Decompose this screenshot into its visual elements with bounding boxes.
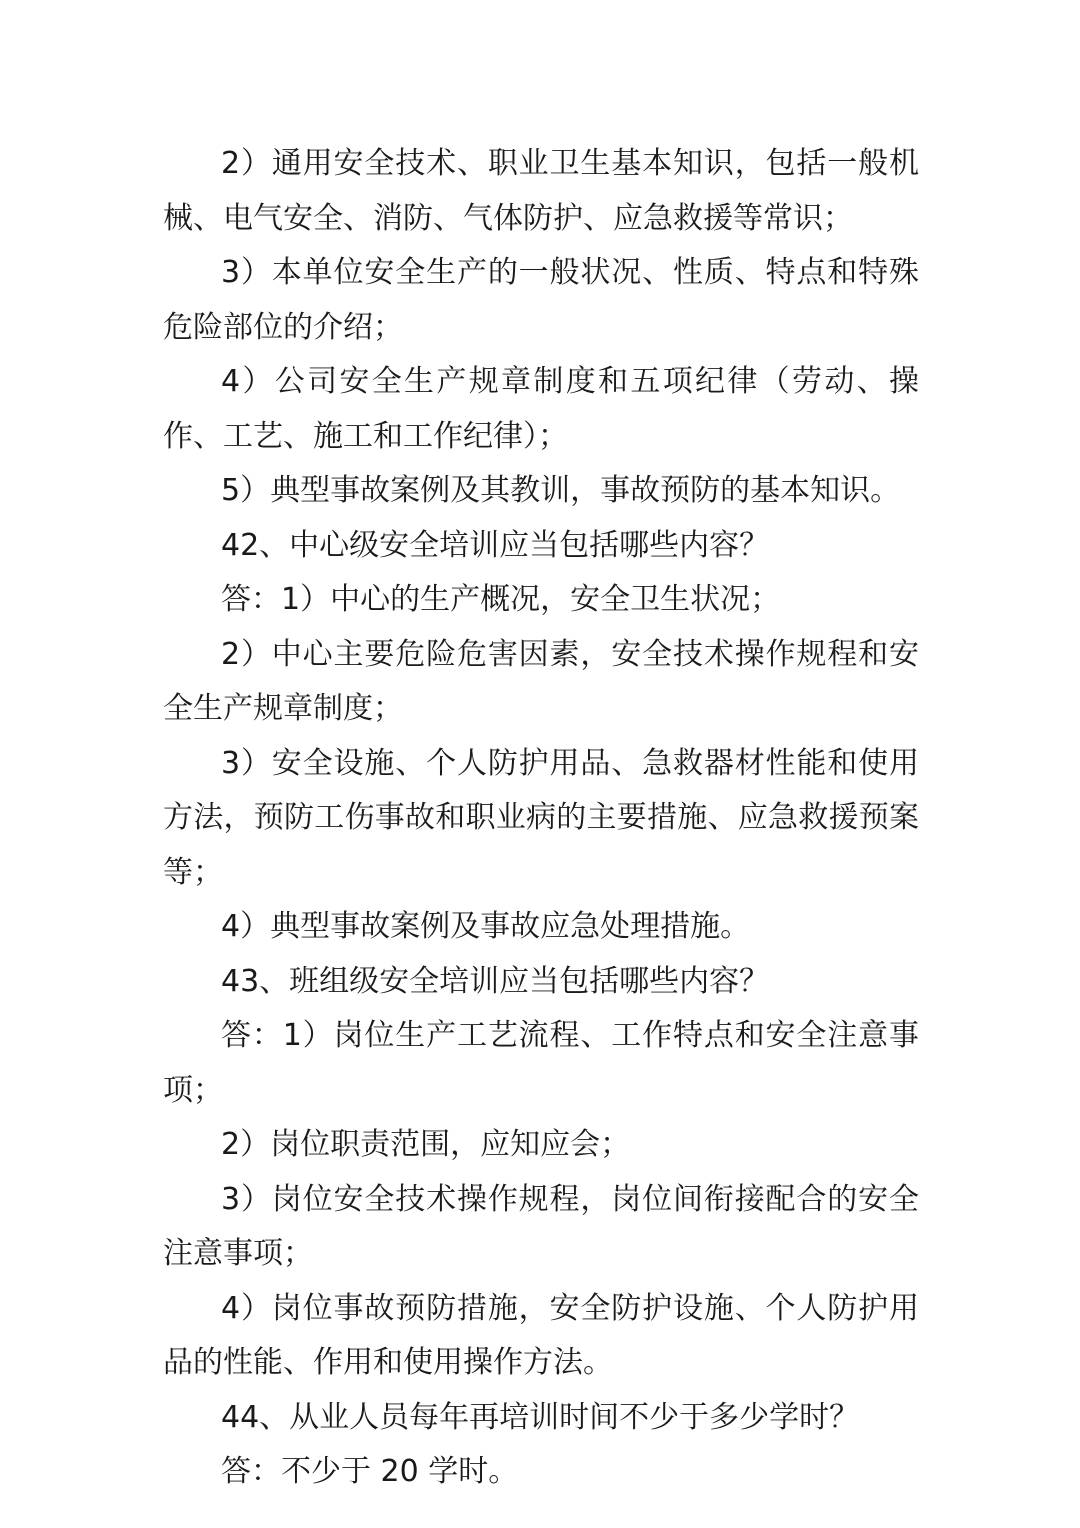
paragraph: 5）典型事故案例及其教训，事故预防的基本知识。 bbox=[221, 473, 901, 508]
paragraph: 4）公司安全生产规章制度和五项纪律（劳动、操作、工艺、施工和工作纪律）； bbox=[163, 364, 919, 454]
paragraph: 3）岗位安全技术操作规程，岗位间衔接配合的安全注意事项； bbox=[163, 1181, 919, 1271]
question-42: 42、中心级安全培训应当包括哪些内容？ bbox=[221, 527, 770, 563]
paragraph: 2）岗位职责范围，应知应会； bbox=[221, 1127, 631, 1162]
paragraph: 4）典型事故案例及事故应急处理措施。 bbox=[221, 909, 751, 944]
paragraph: 3）安全设施、个人防护用品、急救器材性能和使用方法，预防工伤事故和职业病的主要措施、应急救援预案等； bbox=[163, 745, 919, 890]
answer-43: 答：1）岗位生产工艺流程、工作特点和安全注意事项； bbox=[163, 1018, 919, 1108]
document-body bbox=[163, 137, 919, 1500]
paragraph: 2）通用安全技术、职业卫生基本知识，包括一般机械、电气安全、消防、气体防护、应急救援等常识； bbox=[163, 146, 919, 236]
question-43: 43、班组级安全培训应当包括哪些内容？ bbox=[221, 963, 770, 999]
question-44: 44、从业人员每年再培训时间不少于多少学时？ bbox=[221, 1399, 860, 1435]
paragraph: 2）中心主要危险危害因素，安全技术操作规程和安全生产规章制度； bbox=[163, 636, 919, 726]
paragraph: 4）岗位事故预防措施，安全防护设施、个人防护用品的性能、作用和使用操作方法。 bbox=[163, 1290, 919, 1380]
paragraph: 3）本单位安全生产的一般状况、性质、特点和特殊危险部位的介绍； bbox=[163, 255, 919, 345]
answer-42: 答：1）中心的生产概况，安全卫生状况； bbox=[221, 582, 781, 617]
answer-44: 答：不少于 20 学时。 bbox=[221, 1454, 519, 1489]
